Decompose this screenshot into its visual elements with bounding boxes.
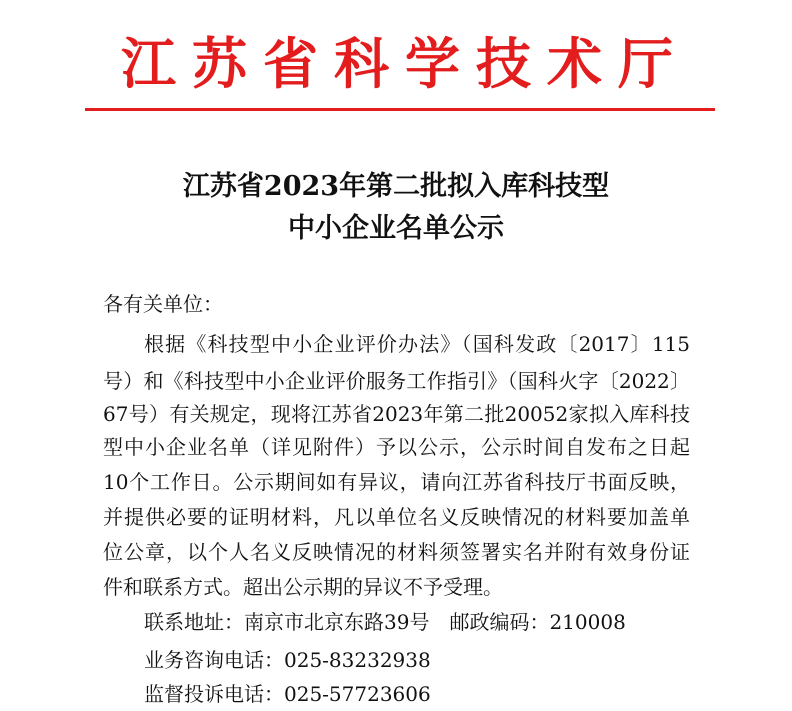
- paragraph-line: 号）和《科技型中小企业评价服务工作指引》（国科火字〔2022〕: [103, 369, 690, 393]
- consult-phone: 业务咨询电话：025-83232938: [144, 648, 431, 672]
- letterhead-divider: [85, 108, 715, 111]
- paragraph-line: 件和联系方式。超出公示期的异议不予受理。: [103, 575, 503, 599]
- paragraph-line: 根据《科技型中小企业评价办法》（国科发政〔2017〕115: [144, 332, 690, 356]
- complaint-phone: 监督投诉电话：025-57723606: [144, 682, 431, 706]
- contact-address: 联系地址：南京市北京东路39号 邮政编码：210008: [144, 610, 626, 634]
- paragraph-line: 型中小企业名单（详见附件）予以公示，公示时间自发布之日起: [103, 435, 690, 459]
- letterhead-org-name: 江苏省科学技术厅: [120, 31, 689, 96]
- paragraph-line: 位公章，以个人名义反映情况的材料须签署实名并附有效身份证: [103, 540, 690, 564]
- document-title-line-1: 江苏省2023年第二批拟入库科技型: [182, 171, 610, 202]
- paragraph-line: 67号）有关规定，现将江苏省2023年第二批20052家拟入库科技: [103, 402, 690, 426]
- paragraph-line: 并提供必要的证明材料，凡以单位名义反映情况的材料要加盖单: [103, 505, 690, 529]
- paragraph-line: 10个工作日。公示期间如有异议，请向江苏省科技厅书面反映，: [103, 470, 690, 494]
- document-title-line-2: 中小企业名单公示: [288, 213, 504, 244]
- salutation: 各有关单位：: [103, 292, 223, 316]
